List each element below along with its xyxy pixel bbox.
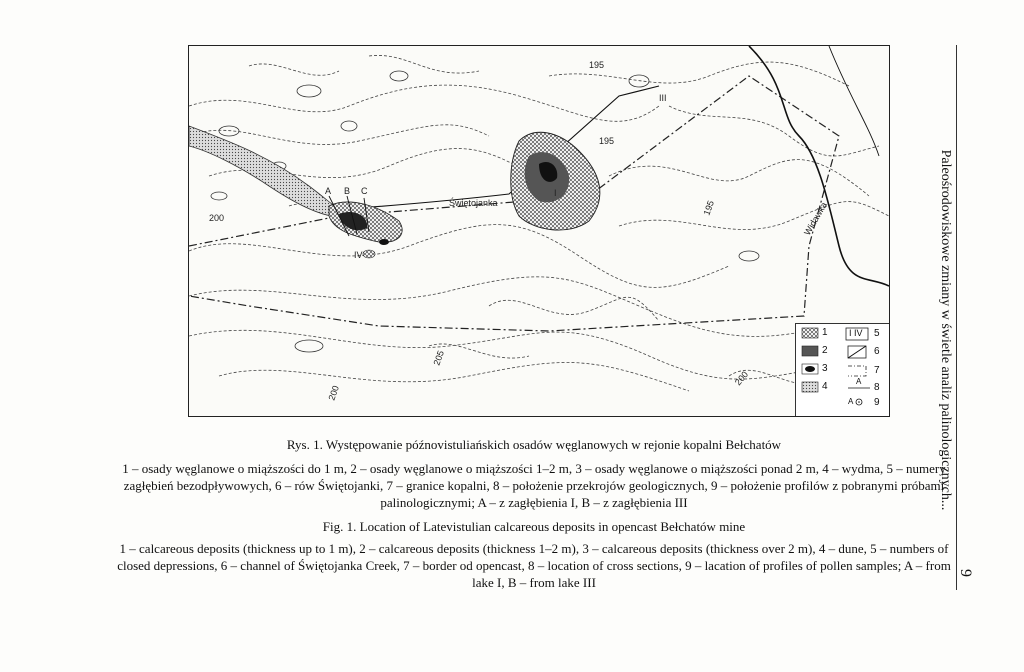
legend-num-7: 7 xyxy=(874,365,880,376)
contour-label: 200 xyxy=(732,369,751,388)
section-label-c: C xyxy=(361,186,368,196)
contour-label: 200 xyxy=(326,384,342,402)
section-label-a: A xyxy=(325,186,332,196)
legend-num-6: 6 xyxy=(874,346,880,357)
creek-label: Świętojanka xyxy=(449,198,498,208)
legend-sample-8: A xyxy=(856,377,862,386)
legend-num-2: 2 xyxy=(822,345,828,356)
running-head: Paleośrodowiskowe zmiany w świetle analiz palinologicznych... xyxy=(938,149,953,511)
legend-num-1: 1 xyxy=(822,327,828,338)
legend-sample-5: I IV xyxy=(849,328,863,338)
map-figure xyxy=(188,45,890,417)
legend-num-5: 5 xyxy=(874,328,880,339)
depression-label-iii: III xyxy=(659,93,667,103)
caption-en-body: 1 – calcareous deposits (thickness up to 1 m), 2 – calcareous deposits (thickness 1–2 m), 3 – calcareous deposits (thickness over 2 m), 4 – dune, 5 – numbers of closed depressions, 6 – channel of Świętojanka Creek, 7 – border od opencast, 8 – location of cross sections, 9 – lacation of profiles of pollen samples; A – from lake I, B – from lake III xyxy=(117,541,951,590)
swietojanka-creek xyxy=(319,86,659,211)
tributary xyxy=(829,46,879,156)
caption-en-title: Fig. 1. Location of Latevistulian calcareous deposits in opencast Bełchatów mine xyxy=(322,519,746,534)
legend-num-4: 4 xyxy=(822,381,828,392)
contour-label: 200 xyxy=(209,213,225,223)
legend-num-3: 3 xyxy=(822,363,828,374)
section-label-b: B xyxy=(344,186,351,196)
contour-label: 195 xyxy=(589,60,605,70)
page-number: 9 xyxy=(957,569,974,577)
caption-pl-title: Rys. 1. Występowanie późnovistuliańskich osadów węglanowych w rejonie kopalni Bełchatów xyxy=(286,437,782,452)
small-deposit xyxy=(379,239,389,245)
depression-label-iv: IV xyxy=(354,250,363,260)
caption-pl-body: 1 – osady węglanowe o miąższości do 1 m, 2 – osady węglanowe o miąższości 1–2 m, 3 – osady węglanowe o miąższości ponad 2 m, 4 – wydma, 5 – numery zagłębień bezodpływowych, 6 – rów Świętojanki, 7 – granice kopalni, 8 – położenie przekrojów geologicznych, 9 – położenie profilów z pobranymi próbami palinologicznymi; A – z zagłębienia I, B – z zagłębienia III xyxy=(122,461,946,510)
legend-num-9: 9 xyxy=(874,397,880,408)
contour-label: 205 xyxy=(431,349,447,367)
contour-label: 195 xyxy=(701,199,717,217)
dune xyxy=(189,126,349,217)
widawka-label: Widawka xyxy=(802,200,829,237)
map-legend xyxy=(795,323,890,417)
legend-num-8: 8 xyxy=(874,382,880,393)
map-svg xyxy=(189,46,889,416)
depression-label-i: I xyxy=(554,188,557,198)
contour-label: 195 xyxy=(599,136,615,146)
small-deposit xyxy=(363,250,375,258)
legend-sample-9: A xyxy=(848,397,854,406)
closed-depressions xyxy=(211,71,759,352)
